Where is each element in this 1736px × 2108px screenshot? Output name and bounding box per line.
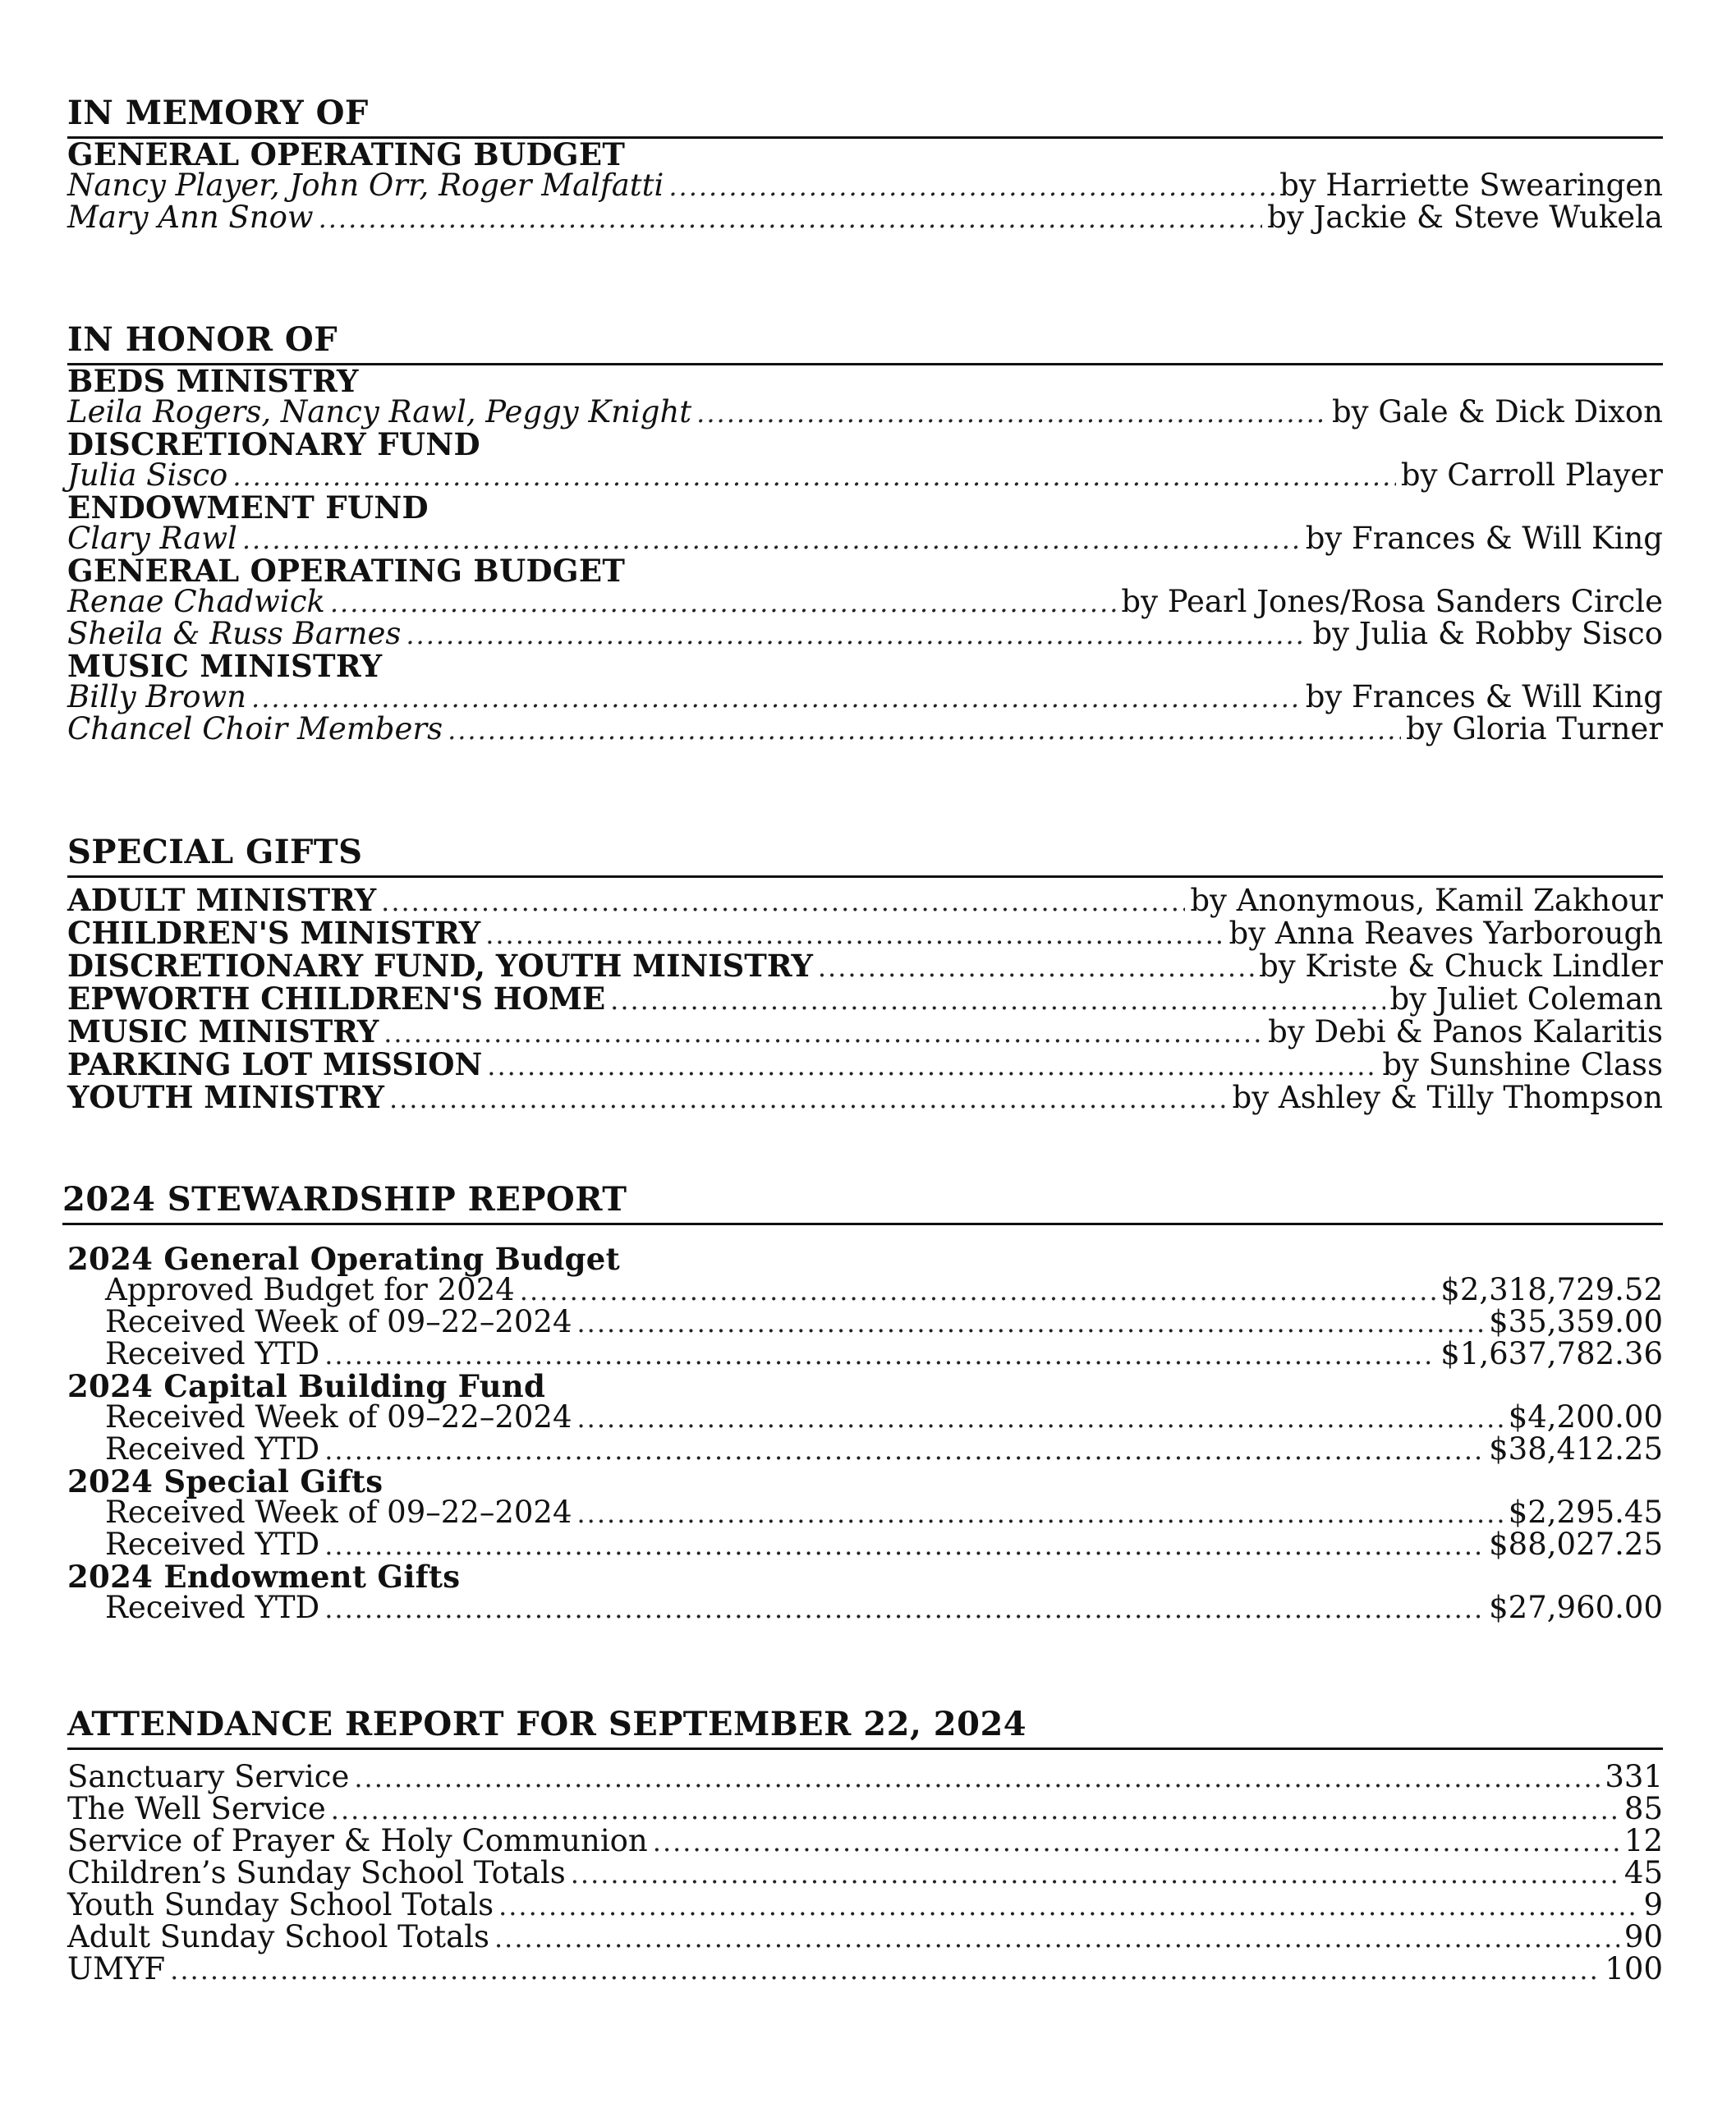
line-label: Approved Budget for 2024 <box>105 1272 515 1307</box>
leader-dots <box>818 952 1254 983</box>
list-item <box>62 1529 1663 1561</box>
leader-dots <box>354 1762 1600 1793</box>
donor-names: by Kriste & Chuck Lindler <box>1259 948 1663 984</box>
line-label: Received Week of 09–22–2024 <box>105 1495 572 1530</box>
gift-category: MUSIC MINISTRY <box>67 1013 379 1049</box>
leader-dots <box>330 587 1117 618</box>
leader-dots <box>696 397 1327 429</box>
category-heading: MUSIC MINISTRY <box>67 648 383 684</box>
list-item <box>62 1592 1663 1624</box>
donor-names: by Juliet Coleman <box>1389 981 1663 1017</box>
list-item <box>67 1761 1663 1793</box>
amount: $38,412.25 <box>1489 1431 1663 1467</box>
leader-dots <box>571 1858 1619 1890</box>
list-item <box>62 1274 1663 1307</box>
stewardship-section <box>62 1180 1663 1625</box>
attendance-section <box>67 1705 1663 1986</box>
donor-names: by Anonymous, Kamil Zakhour <box>1190 883 1663 918</box>
donor-names: by Gloria Turner <box>1406 711 1663 746</box>
attendance-count: 100 <box>1605 1951 1663 1986</box>
category-heading: GENERAL OPERATING BUDGET <box>67 553 626 589</box>
list-item <box>67 202 1663 234</box>
leader-dots <box>406 619 1307 650</box>
honoree-names: Billy Brown <box>67 679 247 714</box>
list-item <box>62 1304 1663 1339</box>
attendance-label: Service of Prayer & Holy Communion <box>67 1823 648 1858</box>
line-label: Received Week of 09–22–2024 <box>105 1399 572 1435</box>
list-item <box>62 1431 1663 1467</box>
category-heading: DISCRETIONARY FUND <box>67 426 480 462</box>
gift-category: PARKING LOT MISSION <box>67 1046 483 1082</box>
list-item <box>67 170 1663 202</box>
line-label: Received YTD <box>105 1431 320 1467</box>
attendance-label: Youth Sunday School Totals <box>67 1887 494 1922</box>
leader-dots <box>610 985 1385 1016</box>
donor-names: by Frances & Will King <box>1305 521 1663 556</box>
category-heading: GENERAL OPERATING BUDGET <box>67 136 626 172</box>
leader-dots <box>653 1826 1619 1858</box>
amount: $2,295.45 <box>1508 1495 1663 1530</box>
attendance-count: 331 <box>1605 1759 1663 1794</box>
in-memory-section <box>67 94 1663 235</box>
fund-heading: 2024 Endowment Gifts <box>67 1559 461 1595</box>
gift-category: CHILDREN'S MINISTRY <box>67 915 481 951</box>
fund-heading: 2024 General Operating Budget <box>67 1241 621 1277</box>
category-heading: BEDS MINISTRY <box>67 363 359 399</box>
attendance-count: 85 <box>1623 1791 1663 1826</box>
list-item <box>67 1823 1663 1858</box>
line-label: Received YTD <box>105 1590 320 1625</box>
list-item <box>67 884 1663 917</box>
leader-dots <box>577 1307 1485 1339</box>
attendance-label: Adult Sunday School Totals <box>67 1919 489 1954</box>
section-title: 2024 STEWARDSHIP REPORT <box>62 1183 1663 1225</box>
donor-names: by Ashley & Tilly Thompson <box>1232 1080 1663 1115</box>
leader-dots <box>319 203 1263 234</box>
line-label: Received YTD <box>105 1527 320 1562</box>
leader-dots <box>668 171 1274 202</box>
amount: $1,637,782.36 <box>1440 1336 1663 1371</box>
leader-dots <box>448 714 1401 746</box>
list-item <box>67 1013 1663 1049</box>
leader-dots <box>251 682 1301 714</box>
leader-dots <box>577 1498 1504 1529</box>
fund-heading: 2024 Special Gifts <box>67 1463 383 1499</box>
list-item <box>62 1497 1663 1529</box>
section-title: SPECIAL GIFTS <box>67 836 1663 878</box>
leader-dots <box>389 1083 1228 1114</box>
attendance-count: 45 <box>1623 1855 1663 1890</box>
list-item <box>67 983 1663 1016</box>
honoree-names: Chancel Choir Members <box>67 711 443 746</box>
category-heading: ENDOWMENT FUND <box>67 489 429 526</box>
attendance-label: Sanctuary Service <box>67 1759 350 1794</box>
in-honor-section <box>67 320 1663 746</box>
donor-names: by Anna Reaves Yarborough <box>1229 916 1663 951</box>
attendance-count: 12 <box>1623 1823 1663 1858</box>
gift-category: EPWORTH CHILDREN'S HOME <box>67 981 606 1017</box>
gift-category: DISCRETIONARY FUND, YOUTH MINISTRY <box>67 948 813 984</box>
leader-dots <box>498 1890 1638 1922</box>
special-gifts-section <box>67 833 1663 1115</box>
honoree-names: Mary Ann Snow <box>67 200 314 235</box>
list-item <box>67 394 1663 429</box>
line-label: Received Week of 09–22–2024 <box>105 1304 572 1339</box>
honoree-names: Nancy Player, John Orr, Roger Malfatti <box>67 168 664 203</box>
honoree-names: Renae Chadwick <box>67 584 325 619</box>
list-item <box>67 1919 1663 1954</box>
honoree-names: Leila Rogers, Nancy Rawl, Peggy Knight <box>67 394 692 429</box>
gift-category: ADULT MINISTRY <box>67 882 377 918</box>
leader-dots <box>324 1593 1484 1624</box>
list-item <box>62 1336 1663 1371</box>
donor-names: by Harriette Swearingen <box>1279 168 1663 203</box>
list-item <box>67 1079 1663 1115</box>
list-item <box>67 1887 1663 1922</box>
donor-names: by Jackie & Steve Wukela <box>1267 200 1663 235</box>
donor-names: by Pearl Jones/Rosa Sanders Circle <box>1121 584 1663 619</box>
list-item <box>67 586 1663 618</box>
fund-heading: 2024 Capital Building Fund <box>67 1368 546 1404</box>
leader-dots <box>383 1017 1263 1049</box>
honoree-names: Clary Rawl <box>67 521 237 556</box>
leader-dots <box>487 1050 1377 1082</box>
leader-dots <box>170 1954 1600 1986</box>
donor-names: by Frances & Will King <box>1305 679 1663 714</box>
attendance-count: 90 <box>1623 1919 1663 1954</box>
attendance-label: UMYF <box>67 1951 166 1986</box>
line-label: Received YTD <box>105 1336 320 1371</box>
leader-dots <box>494 1922 1619 1954</box>
donor-names: by Debi & Panos Kalaritis <box>1268 1014 1663 1049</box>
list-item <box>67 1046 1663 1082</box>
amount: $35,359.00 <box>1489 1304 1663 1339</box>
list-item <box>67 679 1663 714</box>
section-title: ATTENDANCE REPORT FOR SEPTEMBER 22, 2024 <box>67 1708 1663 1750</box>
honoree-names: Sheila & Russ Barnes <box>67 616 402 651</box>
donor-names: by Sunshine Class <box>1382 1047 1663 1082</box>
honoree-names: Julia Sisco <box>67 457 228 493</box>
list-item <box>67 1855 1663 1890</box>
list-item <box>67 711 1663 746</box>
donor-names: by Carroll Player <box>1400 457 1663 493</box>
donor-names: by Julia & Robby Sisco <box>1312 616 1663 651</box>
leader-dots <box>485 919 1224 950</box>
attendance-label: The Well Service <box>67 1791 326 1826</box>
amount: $2,318,729.52 <box>1440 1272 1663 1307</box>
list-item <box>67 1951 1663 1986</box>
list-item <box>67 1793 1663 1826</box>
list-item <box>67 523 1663 555</box>
leader-dots <box>324 1339 1435 1371</box>
list-item <box>67 917 1663 950</box>
attendance-label: Children’s Sunday School Totals <box>67 1855 566 1890</box>
gift-category: YOUTH MINISTRY <box>67 1079 384 1115</box>
leader-dots <box>381 886 1185 917</box>
leader-dots <box>242 524 1301 555</box>
list-item <box>62 1399 1663 1435</box>
leader-dots <box>520 1275 1436 1307</box>
leader-dots <box>324 1530 1484 1561</box>
leader-dots <box>331 1794 1619 1826</box>
section-title: IN MEMORY OF <box>67 97 1663 139</box>
attendance-count: 9 <box>1643 1887 1663 1922</box>
amount: $88,027.25 <box>1489 1527 1663 1562</box>
leader-dots <box>577 1403 1504 1434</box>
list-item <box>67 950 1663 983</box>
leader-dots <box>232 461 1396 492</box>
amount: $4,200.00 <box>1508 1399 1663 1435</box>
section-title: IN HONOR OF <box>67 324 1663 365</box>
list-item <box>67 457 1663 493</box>
amount: $27,960.00 <box>1489 1590 1663 1625</box>
list-item <box>67 618 1663 650</box>
leader-dots <box>324 1435 1484 1466</box>
donor-names: by Gale & Dick Dixon <box>1331 394 1663 429</box>
